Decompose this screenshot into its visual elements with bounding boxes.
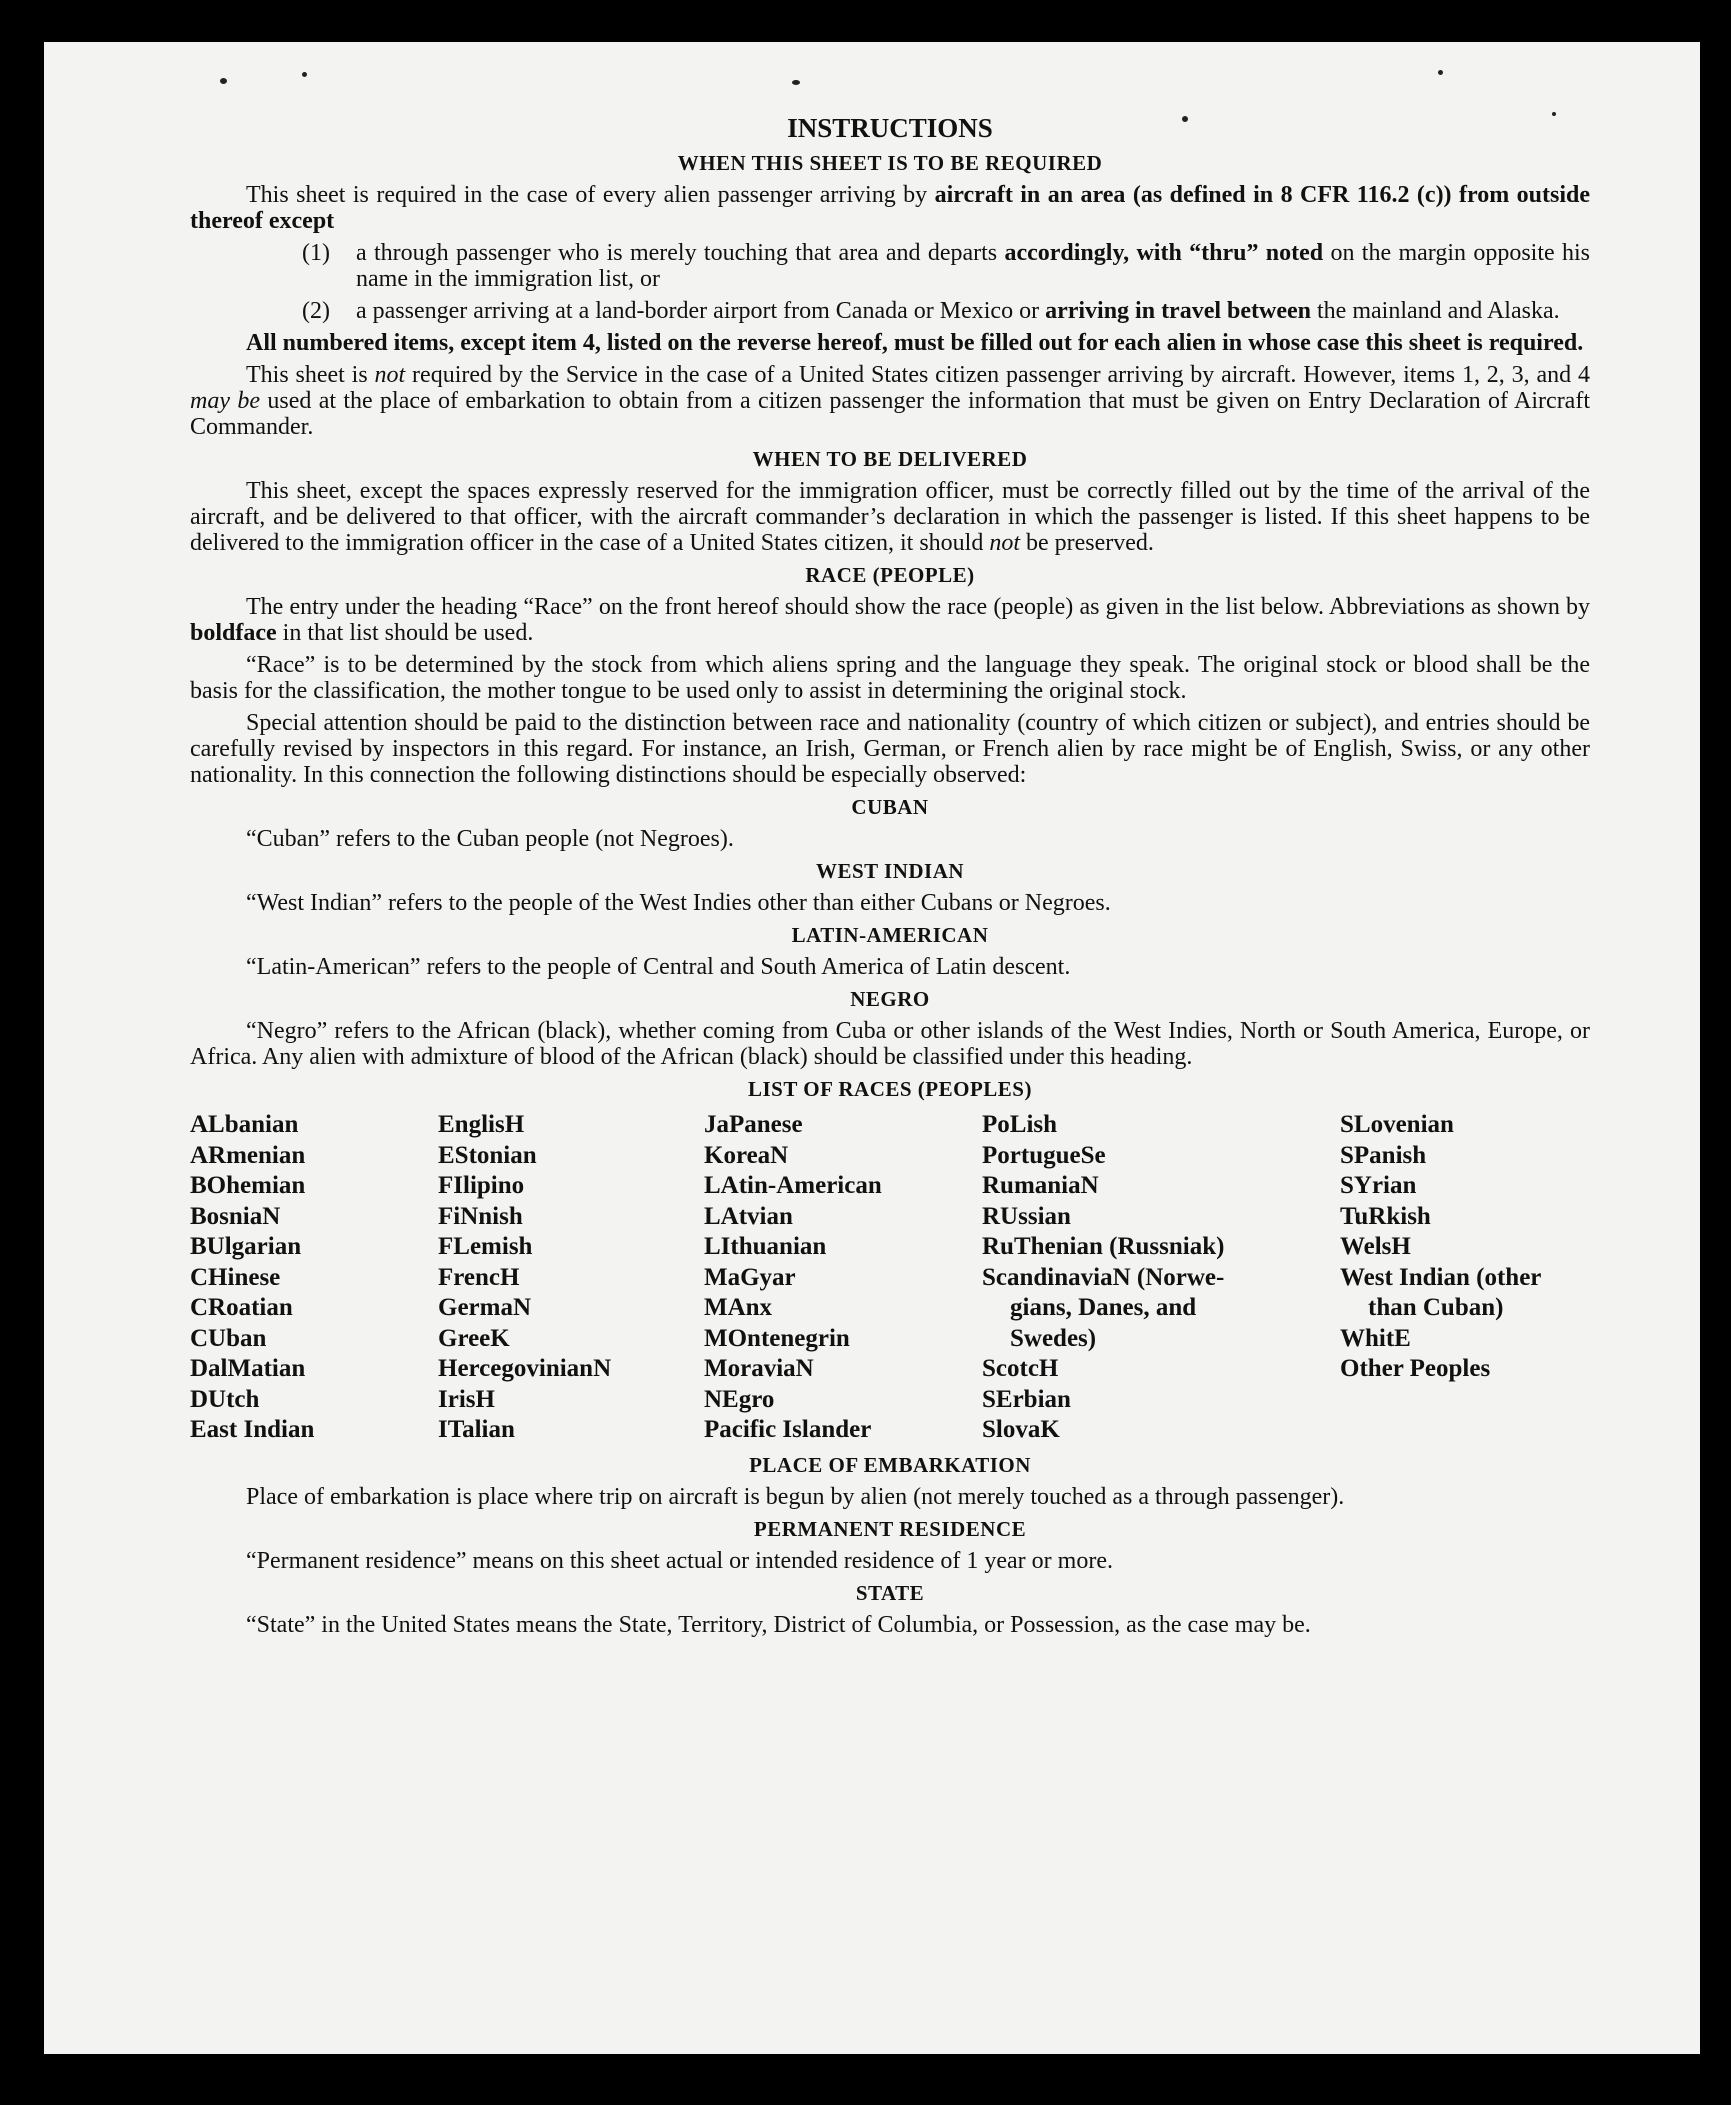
race-entry: CHinese — [190, 1263, 281, 1291]
text-run-bold: aircraft in an area (as defined in 8 CFR 116.2 (c)) from outside thereof except — [190, 182, 1591, 234]
text-run: a passenger arriving at a land-border airport from Canada or Mexico or — [356, 298, 1046, 324]
races-column-2 — [438, 1110, 704, 1446]
race-entry: EStonian — [438, 1141, 537, 1169]
exception-item-1 — [190, 240, 1590, 292]
text-run-italic: may be — [190, 388, 260, 414]
text-run: required by the Service in the case of a United States citizen passenger arriving by aircraft. However, items 1, 2, 3, and 4 — [405, 362, 1590, 388]
text-run: in that list should be used. — [276, 620, 534, 646]
text-run: This sheet is — [246, 362, 375, 388]
embarkation-paragraph: Place of embarkation is place where trip on aircraft is begun by alien (not merely touched as a through passenger). — [246, 1483, 1345, 1510]
race-entry: FrencH — [438, 1263, 520, 1291]
numbered-items-paragraph: All numbered items, except item 4, listed on the reverse hereof, must be filled out for each alien in whose case this sheet is required. — [246, 330, 1584, 356]
races-list — [190, 1110, 1590, 1446]
race-entry: WhitE — [1340, 1324, 1411, 1352]
races-column-5 — [1340, 1110, 1590, 1446]
document-page — [44, 42, 1700, 2054]
races-column-3 — [704, 1110, 982, 1446]
text-run: The entry under the heading “Race” on the front hereof should show the race (people) as given in the list below. Abbreviations as shown by — [246, 594, 1590, 620]
race-entry: BosniaN — [190, 1202, 281, 1230]
text-run: be preserved. — [1020, 530, 1154, 556]
race-entry: CUban — [190, 1324, 267, 1352]
section-heading-cuban: CUBAN — [851, 795, 929, 819]
race-entry: GreeK — [438, 1324, 510, 1352]
race-entry: HercegovinianN — [438, 1355, 612, 1382]
state-paragraph: “State” in the United States means the State, Territory, District of Columbia, or Possession, as the case may be. — [246, 1611, 1311, 1638]
instructions-content — [190, 112, 1590, 1644]
race-entry: SYrian — [1340, 1172, 1417, 1199]
latin-american-paragraph: “Latin-American” refers to the people of Central and South America of Latin descent. — [246, 954, 1071, 980]
section-heading-list-of-races: LIST OF RACES (PEOPLES) — [748, 1077, 1032, 1101]
page-title: INSTRUCTIONS — [787, 113, 993, 143]
section-heading-state: STATE — [855, 1580, 925, 1605]
race-entry: DalMatian — [190, 1355, 306, 1382]
race-entry: BOhemian — [190, 1172, 306, 1199]
race-entry: RuThenian (Russniak) — [982, 1233, 1225, 1260]
race-entry: MaGyar — [704, 1263, 796, 1291]
race-entry: ITalian — [438, 1416, 515, 1443]
paper-speck — [220, 78, 227, 84]
race-paragraph-1 — [190, 594, 1590, 646]
race-entry: LIthuanian — [704, 1233, 827, 1260]
race-entry: than Cuban) — [1368, 1294, 1504, 1321]
race-entry: LAtvian — [704, 1202, 793, 1230]
race-entry: IrisH — [438, 1385, 495, 1413]
race-entry: PortugueSe — [982, 1141, 1106, 1169]
section-heading-latin-american: LATIN-AMERICAN — [791, 923, 989, 947]
race-entry: PoLish — [982, 1111, 1058, 1138]
cuban-paragraph: “Cuban” refers to the Cuban people (not Negroes). — [246, 826, 734, 852]
race-entry: CRoatian — [190, 1294, 293, 1321]
required-paragraph — [190, 182, 1590, 234]
item-number: (2) — [302, 298, 330, 324]
text-run-italic: not — [374, 362, 406, 388]
race-entry: MOntenegrin — [704, 1324, 850, 1352]
race-entry: MAnx — [704, 1294, 773, 1321]
text-run: on the margin opposite his name in the immigration list, or — [356, 240, 1591, 292]
race-entry: LAtin-American — [704, 1172, 882, 1199]
item-number: (1) — [302, 240, 330, 266]
race-entry: WelsH — [1340, 1233, 1411, 1260]
text-run-italic: not — [989, 530, 1020, 556]
race-entry: SlovaK — [982, 1416, 1060, 1443]
race-entry: DUtch — [190, 1385, 260, 1413]
race-entry: ScandinaviaN (Norwe- — [982, 1263, 1225, 1291]
section-heading-residence: PERMANENT RESIDENCE — [753, 1516, 1027, 1541]
text-run: a through passenger who is merely touching that area and departs — [356, 240, 1005, 266]
race-entry: RumaniaN — [982, 1172, 1099, 1199]
race-entry: MoraviaN — [704, 1355, 814, 1382]
race-entry: BUlgarian — [190, 1233, 302, 1260]
race-entry: SErbian — [982, 1385, 1071, 1413]
race-entry: Pacific Islander — [704, 1416, 872, 1443]
text-run: This sheet, except the spaces expressly reserved for the immigration officer, must be correctly filled out by the time of the arrival of the aircraft, and be delivered to that officer, with the aircraft commander’s declaration in which the passenger is listed. If this sheet happens to be delivered to the immigration officer in the case of a United States citizen, it should — [190, 478, 1590, 556]
text-run: This sheet is required in the case of every alien passenger arriving by — [246, 182, 935, 208]
races-column-4 — [982, 1110, 1340, 1446]
citizen-paragraph — [190, 362, 1590, 440]
race-entry: NEgro — [704, 1385, 775, 1413]
race-entry: SPanish — [1340, 1141, 1427, 1169]
race-entry: KoreaN — [704, 1141, 789, 1169]
section-heading-delivered: WHEN TO BE DELIVERED — [752, 447, 1028, 471]
section-heading-required: WHEN THIS SHEET IS TO BE REQUIRED — [677, 151, 1103, 175]
exception-item-2 — [190, 298, 1590, 324]
race-entry: ScotcH — [982, 1355, 1059, 1382]
race-entry: RUssian — [982, 1202, 1071, 1230]
section-heading-race: RACE (PEOPLE) — [805, 563, 975, 587]
section-heading-negro: NEGRO — [850, 987, 930, 1011]
item-text — [356, 298, 1590, 324]
section-heading-west-indian: WEST INDIAN — [815, 859, 965, 883]
race-entry: Swedes) — [1010, 1324, 1097, 1352]
paper-speck — [1438, 70, 1443, 75]
race-entry: Other Peoples — [1340, 1355, 1491, 1382]
text-run: the mainland and Alaska. — [1311, 298, 1560, 324]
race-entry: ARmenian — [190, 1141, 306, 1169]
race-entry: gians, Danes, and — [1010, 1294, 1197, 1321]
race-entry: FiNnish — [438, 1202, 523, 1230]
race-paragraph-2: “Race” is to be determined by the stock from which aliens spring and the language they speak. The original stock or blood shall be the basis for the classification, the mother tongue to be used only to assist in determining the original stock. — [190, 652, 1590, 704]
delivered-paragraph — [190, 478, 1590, 556]
text-run-bold: arriving in travel between — [1045, 298, 1312, 324]
races-column-1 — [190, 1110, 438, 1446]
race-entry: East Indian — [190, 1416, 315, 1443]
text-run-bold: accordingly, with “thru” noted — [1004, 240, 1324, 266]
race-entry: GermaN — [438, 1294, 532, 1321]
race-paragraph-3: Special attention should be paid to the distinction between race and nationality (country of which citizen or subject), and entries should be carefully revised by inspectors in this regard. For instance, an Irish, German, or French alien by race might be of English, Swiss, or any other nationality. In this connection the following distinctions should be especially observed: — [190, 710, 1590, 788]
race-entry: JaPanese — [704, 1111, 803, 1138]
west-indian-paragraph: “West Indian” refers to the people of the West Indies other than either Cubans or Negroes. — [246, 890, 1111, 916]
race-entry: ALbanian — [190, 1111, 299, 1138]
paper-speck — [792, 80, 800, 85]
item-text — [356, 240, 1590, 292]
race-entry: TuRkish — [1340, 1202, 1431, 1230]
race-entry: EnglisH — [438, 1111, 525, 1138]
race-entry: West Indian (other — [1340, 1263, 1542, 1291]
race-entry: FIlipino — [438, 1172, 525, 1199]
race-entry: SLovenian — [1340, 1111, 1454, 1138]
paper-speck — [302, 72, 307, 77]
text-run-bold: boldface — [190, 620, 277, 646]
race-entry: FLemish — [438, 1233, 533, 1260]
section-heading-embarkation: PLACE OF EMBARKATION — [749, 1452, 1031, 1477]
text-run: used at the place of embarkation to obtain from a citizen passenger the information that must be given on Entry Declaration of Aircraft Commander. — [190, 388, 1590, 440]
negro-paragraph: “Negro” refers to the African (black), whether coming from Cuba or other islands of the West Indies, North or South America, Europe, or Africa. Any alien with admixture of blood of the African (black) should be classified under this heading. — [190, 1018, 1590, 1070]
residence-paragraph: “Permanent residence” means on this sheet actual or intended residence of 1 year or more. — [246, 1547, 1113, 1574]
